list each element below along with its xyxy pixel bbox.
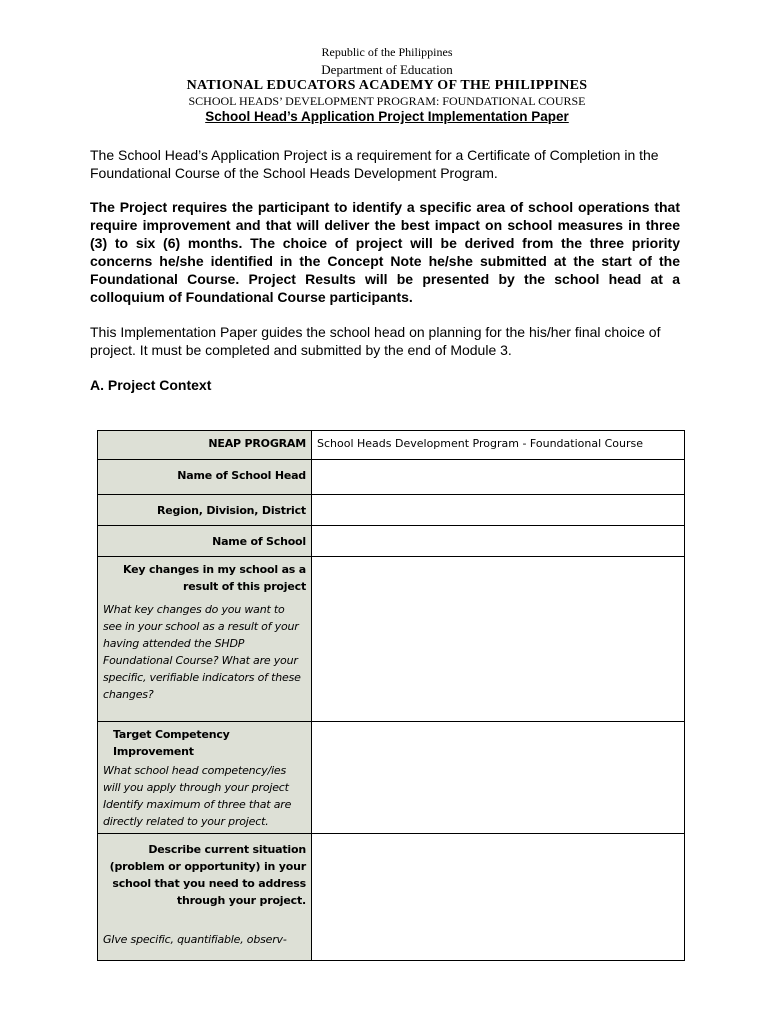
- row-label-cell: [98, 557, 312, 722]
- table-row: [98, 431, 685, 460]
- key-changes-hint: What key changes do you want to see in your school as a result of your having attended the SHDP Foundational Course? What are your specific, verifiable indicators of these changes?: [103, 603, 301, 701]
- school-head-label: Name of School Head: [177, 469, 306, 482]
- key-changes-field[interactable]: [312, 557, 685, 722]
- academy-heading: NATIONAL EDUCATORS ACADEMY OF THE PHILIPPINES: [186, 78, 588, 93]
- document-title: School Head’s Application Project Implementation Paper: [205, 109, 569, 124]
- region-division-district-label: Region, Division, District: [156, 504, 306, 517]
- table-row: [98, 834, 685, 961]
- row-label-cell: [98, 526, 312, 557]
- current-situation-label: Describe current situation (problem or opportunity) in your school that you need to address through your project.: [109, 843, 306, 907]
- neap-program-value[interactable]: School Heads Development Program - Foundational Course: [312, 431, 685, 460]
- requirement-paragraph: The Project requires the participant to identify a specific area of school operations that require improvement and that will deliver the best impact on school measures in three (3) to six (6) months. The choice of project will be derived from the three priority concerns he/she identified in the Concept Note he/she submitted at the start of the Foundational Course. Project Results will be presented by the school head at a colloquium of Foundational Course participants.: [90, 199, 680, 305]
- target-competency-field[interactable]: [312, 722, 685, 834]
- project-context-table: [97, 430, 685, 961]
- row-label-cell: [98, 495, 312, 526]
- republic-heading: Republic of the Philippines: [321, 45, 453, 59]
- target-competency-label: Target Competency Improvement: [113, 728, 230, 758]
- school-name-label: Name of School: [212, 535, 306, 548]
- guide-paragraph: This Implementation Paper guides the school head on planning for the his/her final choice of project. It must be completed and submitted by the end of Module 3.: [90, 324, 661, 358]
- row-label-cell: [98, 431, 312, 460]
- current-situation-hint: GIve specific, quantifiable, observ-: [103, 933, 287, 946]
- neap-program-label: NEAP PROGRAM: [208, 437, 306, 450]
- table-row: [98, 526, 685, 557]
- table-row: [98, 722, 685, 834]
- target-competency-hint: What school head competency/ies will you apply through your project Identify maximum of three that are directly related to your project.: [103, 764, 292, 828]
- school-head-field[interactable]: [312, 460, 685, 495]
- row-label-cell: [98, 722, 312, 834]
- row-label-cell: [98, 460, 312, 495]
- table-row: [98, 495, 685, 526]
- row-label-cell: [98, 834, 312, 961]
- table-row: [98, 557, 685, 722]
- current-situation-field[interactable]: [312, 834, 685, 961]
- table-row: [98, 460, 685, 495]
- region-division-district-field[interactable]: [312, 495, 685, 526]
- intro-paragraph: The School Head’s Application Project is a requirement for a Certificate of Completion in the Foundational Course of the School Heads Development Program.: [90, 147, 659, 181]
- section-heading: A. Project Context: [90, 377, 212, 393]
- program-heading: SCHOOL HEADS’ DEVELOPMENT PROGRAM: FOUNDATIONAL COURSE: [188, 94, 586, 108]
- key-changes-label: Key changes in my school as a result of this project: [122, 563, 306, 593]
- department-heading: Department of Education: [321, 62, 453, 77]
- school-name-field[interactable]: [312, 526, 685, 557]
